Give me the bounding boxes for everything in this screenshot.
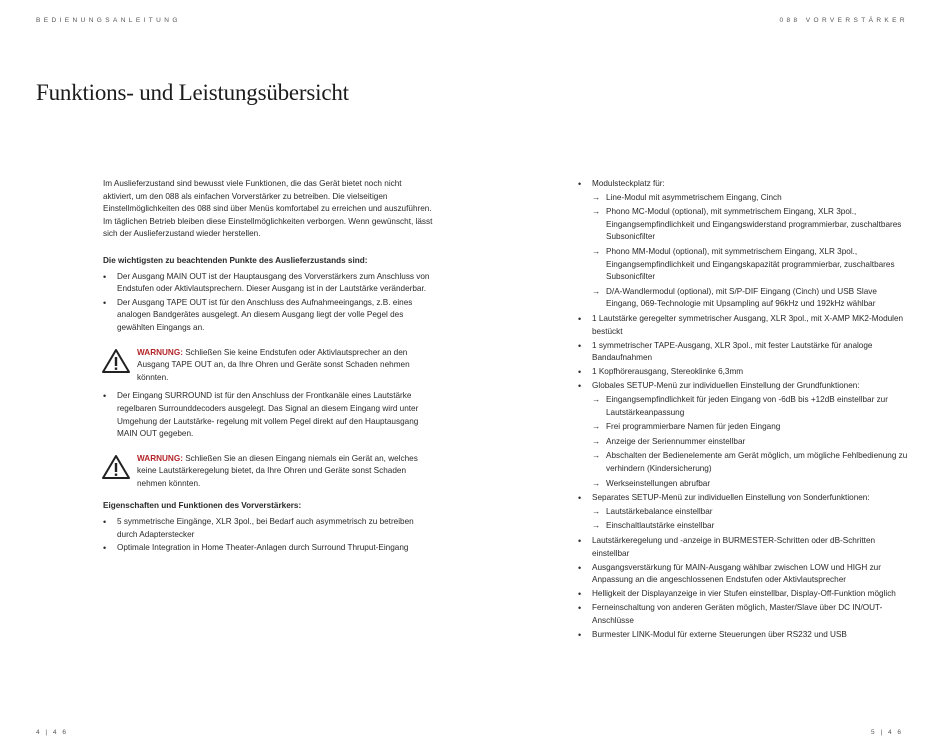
list-item bbox=[578, 366, 908, 379]
list-item: • Der Eingang SURROUND ist für den Anschluss der Frontkanäle eines Lautstärke regelbaren Surrounddecoders ausgelegt. Das Signal an diesem Eingang wird unter Umgehung der Lautstärke- regelung mit vollem Pegel direkt auf den Hauptausgang MAIN OUT gegeben. bbox=[103, 390, 433, 440]
list-item bbox=[578, 492, 908, 533]
arrow-right-icon: → bbox=[592, 478, 601, 488]
arrow-right-icon: → bbox=[592, 451, 601, 461]
sub-list-item bbox=[592, 286, 908, 311]
list-item-text: Lautstärkeregelung und -anzeige in BURMESTER-Schritten oder dB-Schritten einstellbar bbox=[592, 535, 876, 558]
right-column bbox=[578, 178, 908, 643]
list-item-text: Burmester LINK-Modul für externe Steuerungen über RS232 und USB bbox=[592, 630, 847, 640]
warning-label: WARNUNG: bbox=[137, 453, 183, 463]
list-item: • Der Ausgang TAPE OUT ist für den Anschluss des Aufnahmeeingangs, z.B. eines analogen Bandgerätes ausgelegt. An diesem Ausgang liegt der volle Pegel des gewählten Eingangs an. bbox=[103, 297, 433, 335]
warning-label: WARNUNG: bbox=[137, 347, 183, 357]
sub-list-item bbox=[592, 436, 908, 449]
list-item-text: Modulsteckplatz für: bbox=[592, 179, 665, 188]
page-number-left: 4 | 4 6 bbox=[36, 729, 68, 736]
warning-triangle-icon bbox=[101, 454, 131, 480]
arrow-right-icon: → bbox=[592, 395, 601, 404]
delivery-points-list bbox=[103, 271, 433, 335]
features-list-left bbox=[103, 516, 433, 555]
surround-points-list bbox=[103, 390, 433, 440]
arrow-right-icon: → bbox=[592, 521, 601, 531]
left-column bbox=[103, 178, 433, 556]
sub-list bbox=[592, 506, 908, 533]
sub-list-item bbox=[592, 394, 908, 419]
list-item-text: 1 symmetrischer TAPE-Ausgang, XLR 3pol., mit fester Lautstärke für analoge Bandaufnahmen bbox=[592, 340, 873, 363]
list-item-text: Ausgangsverstärkung für MAIN-Ausgang wählbar zwischen LOW und HIGH zur Anpassung an die angeschlossenen Endstufen oder Aktivlautsprecher bbox=[592, 562, 881, 585]
list-item bbox=[578, 313, 908, 338]
running-header-left: BEDIENUNGSANLEITUNG bbox=[36, 17, 181, 24]
arrow-right-icon: → bbox=[592, 506, 601, 516]
sub-list-item bbox=[592, 520, 908, 533]
list-item-text: Helligkeit der Displayanzeige in vier Stufen einstellbar, Display-Off-Funktion möglich bbox=[592, 589, 896, 599]
arrow-right-icon: → bbox=[592, 246, 601, 256]
list-item bbox=[578, 340, 908, 365]
features-list-right bbox=[578, 178, 908, 642]
list-item-text: Separates SETUP-Menü zur individuellen Einstellung von Sonderfunktionen: bbox=[592, 493, 870, 503]
sub-list-item-text: Werkseinstellungen abrufbar bbox=[606, 478, 711, 488]
sub-list-item bbox=[592, 506, 908, 519]
list-item bbox=[578, 535, 908, 560]
sub-list-item bbox=[592, 246, 908, 284]
warning-note-tape-out bbox=[103, 347, 433, 385]
sub-list-item-text: Eingangsempfindlichkeit für jeden Eingang von -6dB bis +12dB einstellbar zur Lautstärkeanpassung bbox=[606, 395, 888, 417]
arrow-right-icon: → bbox=[592, 286, 601, 296]
arrow-right-icon: → bbox=[592, 192, 601, 202]
list-item: • Der Ausgang MAIN OUT ist der Hauptausgang des Vorverstärkers zum Anschluss von Endstufen oder Aktivlautsprechern. Dieser Ausgang ist in der Lautstärke veränderbar. bbox=[103, 271, 433, 296]
list-item-text: 1 Lautstärke geregelter symmetrischer Ausgang, XLR 3pol., mit X-AMP MK2-Modulen bestückt bbox=[592, 313, 904, 336]
list-item-text: Globales SETUP-Menü zur individuellen Einstellung der Grundfunktionen: bbox=[592, 381, 860, 391]
sub-list-item-text: Einschaltlautstärke einstellbar bbox=[606, 521, 715, 531]
sub-list-item-text: Anzeige der Seriennummer einstellbar bbox=[606, 436, 746, 446]
list-item: • 5 symmetrische Eingänge, XLR 3pol., bei Bedarf auch asymmetrisch zu betreiben durch Adapterstecker bbox=[103, 516, 433, 541]
warning-note-surround bbox=[103, 453, 433, 491]
sub-list-item bbox=[592, 421, 908, 434]
list-item bbox=[578, 178, 908, 311]
sub-list-item-text: Phono MM-Modul (optional), mit symmetrischem Eingang, XLR 3pol., Eingangsempfindlichkeit und Eingangskapazität programmierbar, zuschaltbares Subsonicfilter bbox=[606, 246, 895, 282]
page-number-right: 5 | 4 6 bbox=[871, 729, 903, 736]
list-item bbox=[578, 629, 908, 642]
arrow-right-icon: → bbox=[592, 422, 601, 432]
list-item bbox=[578, 602, 908, 627]
list-item: • Optimale Integration in Home Theater-Anlagen durch Surround Thruput-Eingang bbox=[103, 542, 433, 555]
list-item-text: Ferneinschaltung von anderen Geräten möglich, Master/Slave über DC IN/OUT-Anschlüsse bbox=[592, 603, 883, 625]
sub-list-item-text: Abschalten der Bedienelemente am Gerät möglich, um mögliche Fehlbedienung zu verhindern (Kindersicherung) bbox=[606, 451, 908, 473]
sub-list-item-text: D/A-Wandlermodul (optional), mit S/P-DIF Eingang (Cinch) und USB Slave Eingang, 069-Technologie mit Upsampling auf 96kHz und 192kHz wählbar bbox=[606, 286, 877, 309]
page-title: Funktions- und Leistungsübersicht bbox=[36, 80, 349, 105]
sub-list-item-text: Frei programmierbare Namen für jeden Eingang bbox=[606, 422, 781, 432]
running-header-right: 088 VORVERSTÄRKER bbox=[779, 17, 908, 24]
sub-list-item bbox=[592, 206, 908, 244]
sub-list bbox=[592, 394, 908, 490]
sub-list-item bbox=[592, 192, 908, 205]
warning-text: Schließen Sie keine Endstufen oder Aktivlautsprecher an den Ausgang TAPE OUT an, da Ihre Ohren und Geräte sonst Schaden nehmen könnten. bbox=[137, 347, 410, 382]
intro-paragraph: Im Auslieferzustand sind bewusst viele Funktionen, die das Gerät bietet noch nicht aktiviert, um den 088 als einfachen Vorverstärker zu betreiben. Die vielseitigen Einstellmöglichkeiten des 088 sind über Menüs komfortabel zu erreichen und auszuführen. Im täglichen Betrieb bleiben diese Einstellmöglichkeiten verborgen. Wenn gewünscht, lässt sich der Auslieferzustand wieder herstellen. bbox=[103, 179, 433, 239]
sub-list-item-text: Lautstärkebalance einstellbar bbox=[606, 506, 713, 516]
warning-triangle-icon bbox=[101, 348, 131, 374]
arrow-right-icon: → bbox=[592, 436, 601, 446]
list-item bbox=[578, 562, 908, 587]
arrow-right-icon: → bbox=[592, 207, 601, 217]
list-item-text: 1 Kopfhörerausgang, Stereoklinke 6,3mm bbox=[592, 367, 744, 377]
warning-text: Schließen Sie an diesen Eingang niemals ein Gerät an, welches keine Lautstärkeregelung bietet, da Ihre Ohren und Geräte sonst Schaden nehmen könnten. bbox=[137, 453, 418, 488]
sub-list-item-text: Line-Modul mit asymmetrischem Eingang, Cinch bbox=[606, 192, 782, 202]
delivery-state-heading: Die wichtigsten zu beachtenden Punkte des Auslieferzustands sind: bbox=[103, 255, 368, 265]
list-item bbox=[578, 380, 908, 490]
sub-list-item bbox=[592, 450, 908, 475]
list-item bbox=[578, 588, 908, 601]
sub-list bbox=[592, 192, 908, 311]
features-heading: Eigenschaften und Funktionen des Vorverstärkers: bbox=[103, 501, 302, 511]
sub-list-item-text: Phono MC-Modul (optional), mit symmetrischem Eingang, XLR 3pol., Eingangsempfindlichkeit und Eingangswiderstand programmierbar, zuschaltbares Subsonicfilter bbox=[606, 207, 902, 242]
sub-list-item bbox=[592, 478, 908, 491]
